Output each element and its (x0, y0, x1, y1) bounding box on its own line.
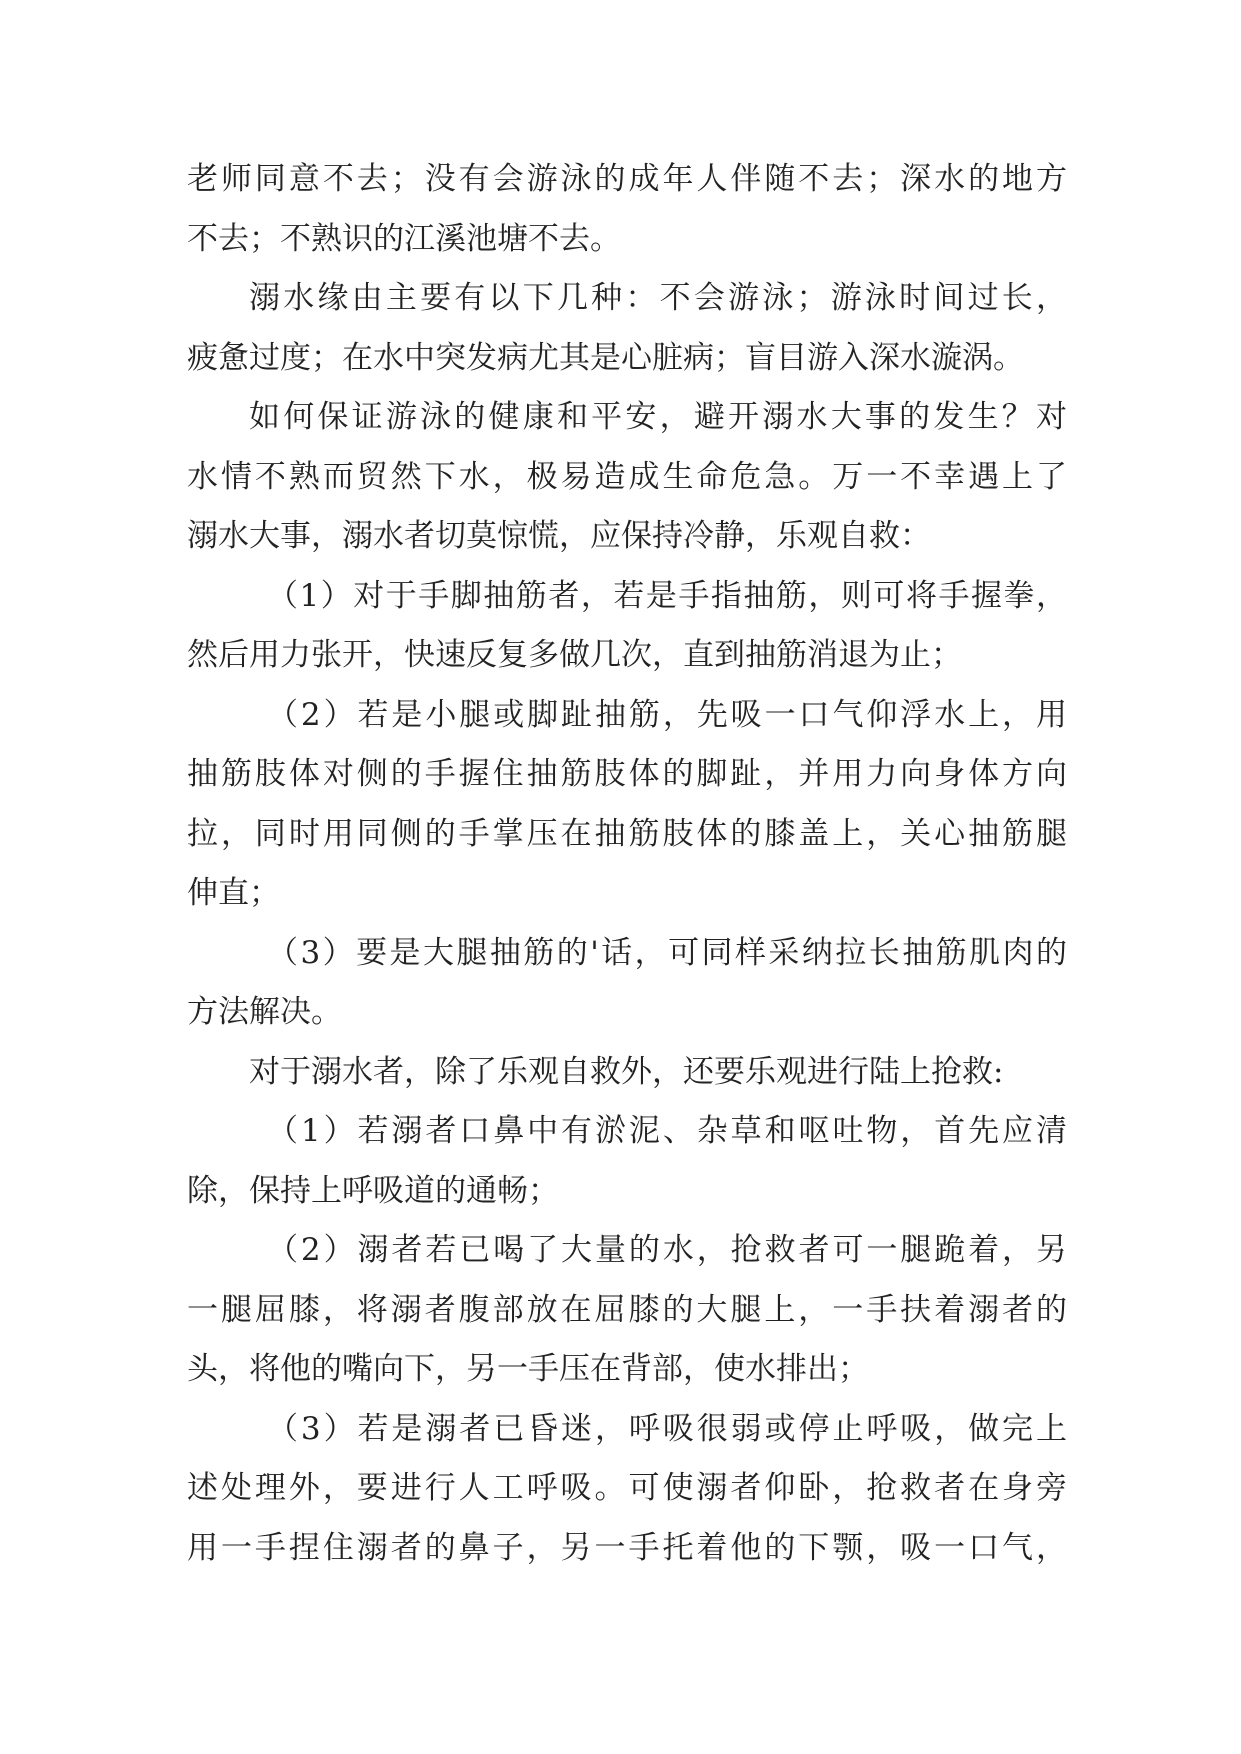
text-line: （2）溺者若已喝了大量的水，抢救者可一腿跪着，另 (267, 1232, 1067, 1268)
text-line: 方法解决。 (187, 994, 342, 1030)
paragraph (187, 1043, 1067, 1103)
text-line: （3）若是溺者已昏迷，呼吸很弱或停止呼吸，做完上 (267, 1410, 1067, 1447)
paragraph (187, 686, 1067, 924)
text-line: 如何保证游泳的健康和平安，避开溺水大事的发生？对 (249, 399, 1067, 435)
text-line: 然后用力张开，快速反复多做几次，直到抽筋消退为止； (187, 637, 962, 673)
text-line: 伸直； (187, 875, 280, 911)
text-line: （2）若是小腿或脚趾抽筋，先吸一口气仰浮水上，用 (267, 696, 1067, 733)
text-line: 疲惫过度；在水中突发病尤其是心脏病；盲目游入深水漩涡。 (187, 339, 1024, 376)
text-line: 除，保持上呼吸道的通畅； (187, 1172, 559, 1209)
text-line: 头，将他的嘴向下，另一手压在背部，使水排出； (187, 1351, 869, 1387)
paragraph (187, 388, 1067, 567)
text-line: 用一手捏住溺者的鼻子，另一手托着他的下颚，吸一口气， (187, 1529, 1067, 1566)
paragraph (187, 269, 1067, 388)
paragraph (187, 150, 1067, 269)
paragraph (187, 924, 1067, 1043)
text-line: 水情不熟而贸然下水，极易造成生命危急。万一不幸遇上了 (187, 458, 1067, 495)
text-line: 抽筋肢体对侧的手握住抽筋肢体的脚趾，并用力向身体方向 (187, 756, 1067, 792)
paragraph (187, 1400, 1067, 1579)
paragraph (187, 567, 1067, 686)
text-line: 溺水缘由主要有以下几种：不会游泳；游泳时间过长， (249, 280, 1067, 316)
text-line: （1）对于手脚抽筋者，若是手指抽筋，则可将手握拳， (267, 577, 1067, 614)
text-line: 对于溺水者，除了乐观自救外，还要乐观进行陆上抢救: (249, 1053, 1004, 1090)
text-line: （1）若溺者口鼻中有淤泥、杂草和呕吐物，首先应清 (267, 1113, 1067, 1149)
text-line: 老师同意不去；没有会游泳的成年人伴随不去；深水的地方 (187, 161, 1067, 197)
document-body (187, 150, 1067, 1578)
text-line: 一腿屈膝，将溺者腹部放在屈膝的大腿上，一手扶着溺者的 (187, 1291, 1067, 1328)
paragraph (187, 1221, 1067, 1400)
text-line: 不去；不熟识的江溪池塘不去。 (187, 220, 621, 257)
paragraph (187, 1102, 1067, 1221)
text-line: 述处理外，要进行人工呼吸。可使溺者仰卧，抢救者在身旁 (187, 1470, 1067, 1506)
text-line: 拉，同时用同侧的手掌压在抽筋肢体的膝盖上，关心抽筋腿 (187, 815, 1067, 852)
text-line: 溺水大事，溺水者切莫惊慌，应保持冷静，乐观自救： (187, 518, 931, 554)
text-line: （3）要是大腿抽筋的'话，可同样采纳拉长抽筋肌肉的 (267, 934, 1067, 971)
